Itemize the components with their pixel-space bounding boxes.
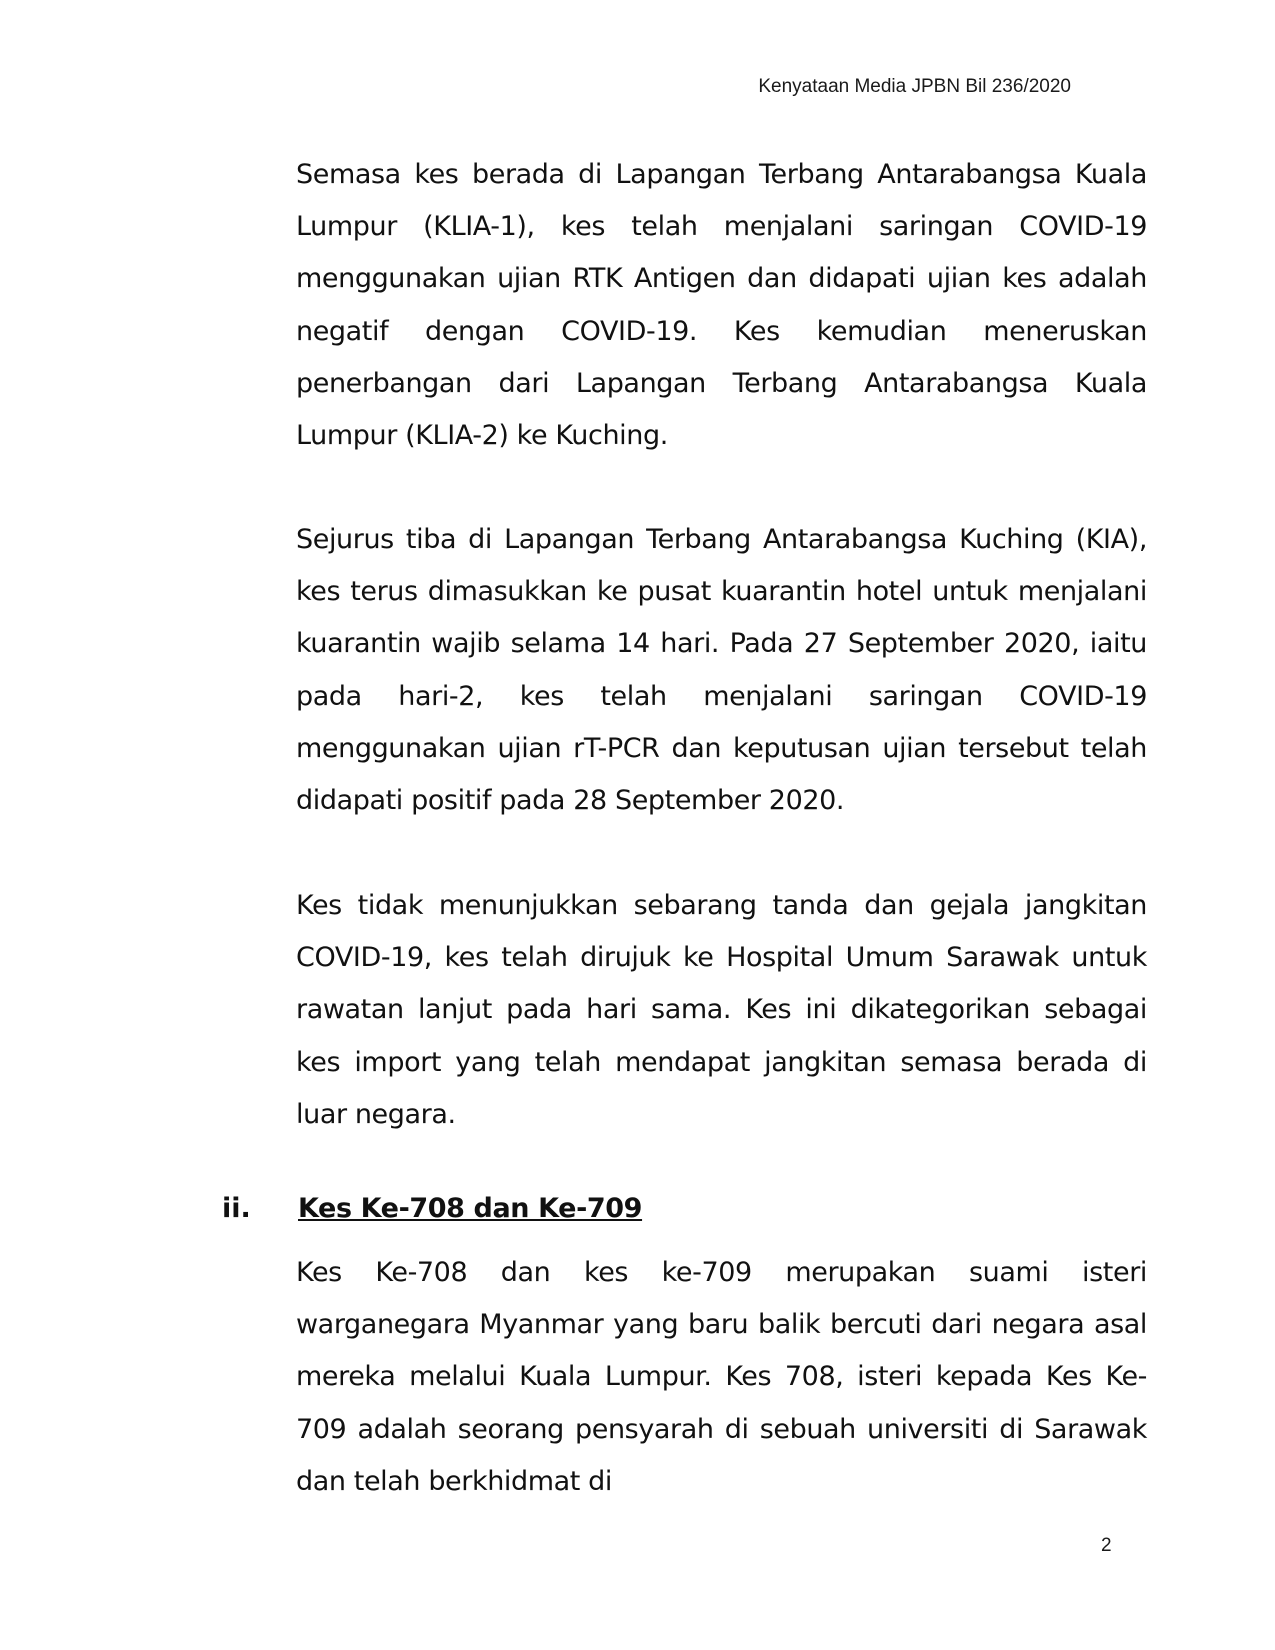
paragraph-hospital-referral: Kes tidak menunjukkan sebarang tanda dan gejala jangkitan COVID-19, kes telah dirujuk ke Hospital Umum Sarawak untuk rawatan lanjut pada hari sama. Kes ini dikategorikan sebagai kes import yang telah mendapat jangkitan semasa berada di luar negara.	[296, 890, 1147, 1130]
paragraph-klia-screening: Semasa kes berada di Lapangan Terbang Antarabangsa Kuala Lumpur (KLIA-1), kes telah menjalani saringan COVID-19 menggunakan ujian RTK Antigen dan didapati ujian kes adalah negatif dengan COVID-19. Kes kemudian meneruskan penerbangan dari Lapangan Terbang Antarabangsa Kuala Lumpur (KLIA-2) ke Kuching.	[296, 159, 1147, 452]
section-number: ii.	[222, 1193, 251, 1224]
page-number: 2	[1101, 1535, 1112, 1556]
paragraph-kia-quarantine: Sejurus tiba di Lapangan Terbang Antarabangsa Kuching (KIA), kes terus dimasukkan ke pusat kuarantin hotel untuk menjalani kuarantin wajib selama 14 hari. Pada 27 September 2020, iaitu pada hari-2, kes telah menjalani saringan COVID-19 menggunakan ujian rT-PCR dan keputusan ujian tersebut telah didapati positif pada 28 September 2020.	[296, 524, 1147, 817]
section-title: Kes Ke-708 dan Ke-709	[298, 1193, 643, 1224]
paragraph-case-708-709: Kes Ke-708 dan kes ke-709 merupakan suami isteri warganegara Myanmar yang baru balik bercuti dari negara asal mereka melalui Kuala Lumpur. Kes 708, isteri kepada Kes Ke-709 adalah seorang pensyarah di sebuah universiti di Sarawak dan telah berkhidmat di	[296, 1257, 1147, 1497]
document-reference-header: Kenyataan Media JPBN Bil 236/2020	[758, 76, 1071, 97]
